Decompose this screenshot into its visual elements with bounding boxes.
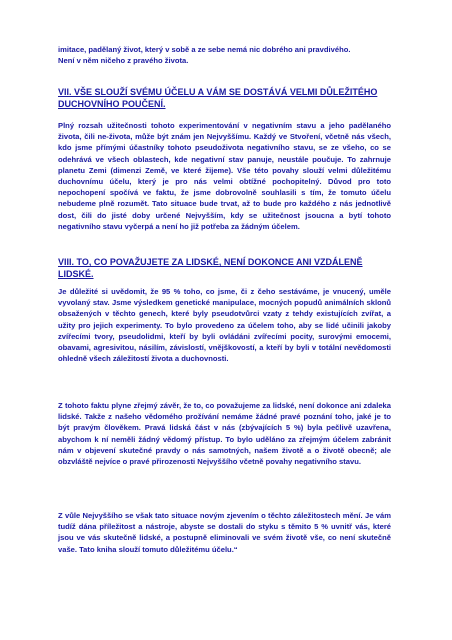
intro-line-1: imitace, padělaný život, který v sobě a ze sebe nemá nic dobrého ani pravdivého. [58,45,351,54]
section-7-heading-line-2: DUCHOVNÍHO POUČENÍ. [58,98,166,109]
section-8-heading: VIII. TO, CO POVAŽUJETE ZA LIDSKÉ, NENÍ DOKONCE ANI VZDÁLENĚ LIDSKÉ. [58,257,363,279]
section-7-heading [58,87,391,110]
section-8-paragraph-1 [58,286,391,364]
section-8-paragraph-2 [58,400,391,467]
section-8-paragraph-3-text: Z vůle Nejvyššího se však tato situace novým zjevením o těchto záležitostech mění. Je vám tudíž dána příležitost a nástroje, abyste se dostali do styku s těmito 5 % uvnitř vás, které jsou ve vás skutečně lidské, a postupně eliminovali ve svém životě vše, co není skutečně vaše. Tato kniha slouží tomuto důležitému účelu.“ [58,511,391,554]
section-7-heading-line-1: VII. VŠE SLOUŽÍ SVÉMU ÚČELU A VÁM SE DOSTÁVÁ VELMI DŮLEŽITÉHO [58,87,378,97]
section-7-paragraph [58,120,391,232]
section-8-paragraph-2-text: Z tohoto faktu plyne zřejmý závěr, že to, co považujeme za lidské, není dokonce ani zdaleka lidské. Takže z našeho vědomého prožívání nemáme žádné pravé poznání toho, jaké je to být pravým člověkem. Pravá lidská část v nás (zbývajících 5 %) byla pečlivě uzavřena, abychom k ní neměli žádný vědomý přístup. To bylo uděláno za zřejmým účelem zabránit nám v objevení skutečné pravdy o nás samotných, našem životě a o životě obecně; ale obzvláště nejvíce o pravé přirozenosti Nejvyššího včetně povahy negativního stavu. [58,401,391,467]
section-7-paragraph-text: Plný rozsah užitečnosti tohoto experimentování v negativním stavu a jeho padělaného života, čili ne-života, může být znám jen Nejvyššímu. Každý ve Stvoření, včetně nás všech, kdo jsme přímými účastníky tohoto pseudoživota negativního stavu, se ze všeho, co se odehrává ve všech oblastech, kde negativní stav panuje, neustále poučuje. To zahrnuje planetu Zemi (dimenzi Země, ve které žijeme). Vše této povahy slouží velmi důležitému duchovnímu účelu, který je pro nás velmi obtížné pochopitelný. Důvod pro toto nepochopení spočívá ve faktu, že jsme dobrovolně souhlasili s tím, že tomuto účelu nebudeme plně rozumět. Tato situace bude trvat, až to bude pro každého z nás jednotlivě dost, čili do jisté doby určené Nejvyšším, kdy se užitečnost jsoucna a bytí tohoto negativního stavu vyčerpá a není ho již potřeba za žádným účelem. [58,121,391,231]
section-8-paragraph-1-text: Je důležité si uvědomit, že 95 % toho, co jsme, či z čeho sestáváme, je vnucený, uměle vyvolaný stav. Jsme výsledkem genetické manipulace, mocných popudů animálních sklonů obsažených v těchto genech, které byly pseudotvůrci vzaty z tehdy existujících zvířat, a užity pro jejich experimenty. To bylo provedeno za účelem toho, aby se lidé učinili jakoby zvířecími tvory, pseudolidmi, kteří by byli ovládáni zvířecími pocity, surovými emocemi, obavami, agresivitou, násilím, závislostí, vnějškovostí, a kteří by byli v totální nevědomosti ohledně všech záležitostí života a duchovnosti. [58,287,391,364]
intro-text [58,44,391,66]
section-8-paragraph-3 [58,510,391,555]
intro-line-2: Není v něm ničeho z pravého života. [58,56,189,66]
